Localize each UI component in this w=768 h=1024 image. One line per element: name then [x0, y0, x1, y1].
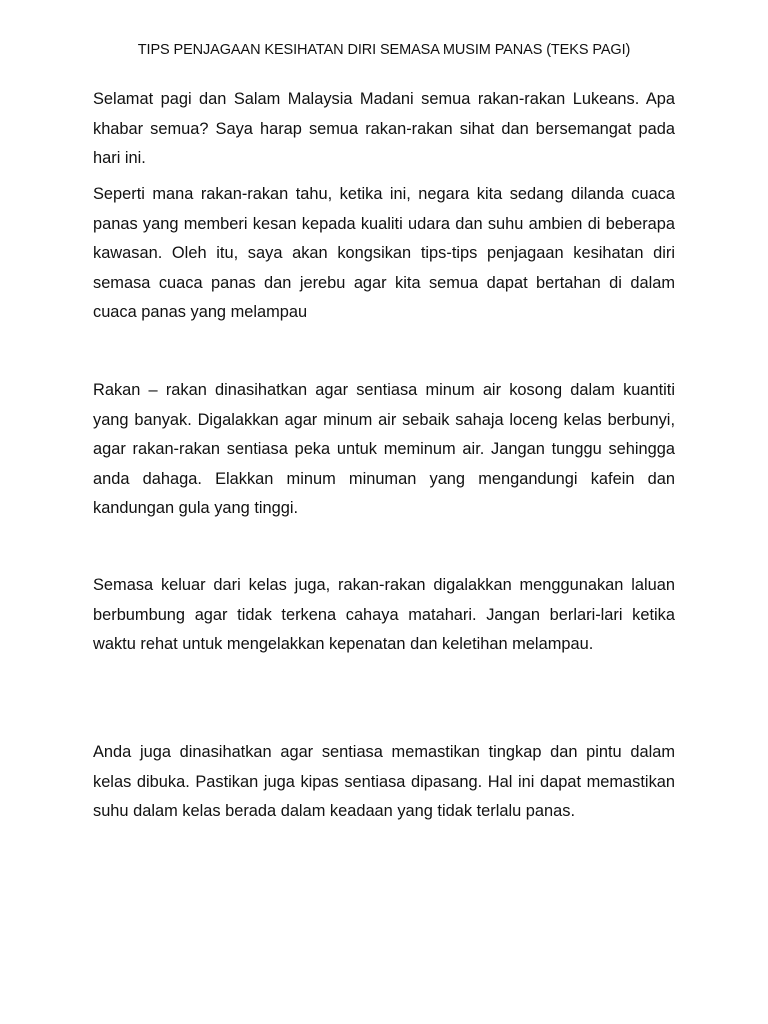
paragraph-greeting: Selamat pagi dan Salam Malaysia Madani semua rakan-rakan Lukeans. Apa khabar semua? Saya harap semua rakan-rakan sihat dan bersemangat pada hari ini.	[93, 90, 675, 168]
paragraph-covered-walkway-tip: Semasa keluar dari kelas juga, rakan-rakan digalakkan menggunakan laluan berbumbung agar tidak terkena cahaya matahari. Jangan berlari-lari ketika waktu rehat untuk mengelakkan kepenatan dan keletihan melampau.	[93, 576, 675, 654]
paragraph-drink-water-tip: Rakan – rakan dinasihatkan agar sentiasa minum air kosong dalam kuantiti yang banyak. Digalakkan agar minum air sebaik sahaja loceng kelas berbunyi, agar rakan-rakan sentiasa peka untuk meminum air. Jangan tunggu sehingga anda dahaga. Elakkan minum minuman yang mengandungi kafein dan kandungan gula yang tinggi.	[93, 381, 675, 518]
document-title: TIPS PENJAGAAN KESIHATAN DIRI SEMASA MUSIM PANAS (TEKS PAGI)	[137, 42, 631, 58]
paragraph-ventilation-tip: Anda juga dinasihatkan agar sentiasa memastikan tingkap dan pintu dalam kelas dibuka. Pastikan juga kipas sentiasa dipasang. Hal ini dapat memastikan suhu dalam kelas berada dalam keadaan yang tidak terlalu panas.	[93, 743, 675, 821]
paragraph-introduction: Seperti mana rakan-rakan tahu, ketika ini, negara kita sedang dilanda cuaca panas yang memberi kesan kepada kualiti udara dan suhu ambien di beberapa kawasan. Oleh itu, saya akan kongsikan tips-tips penjagaan kesihatan diri semasa cuaca panas dan jerebu agar kita semua dapat bertahan di dalam cuaca panas yang melampau	[93, 185, 675, 322]
